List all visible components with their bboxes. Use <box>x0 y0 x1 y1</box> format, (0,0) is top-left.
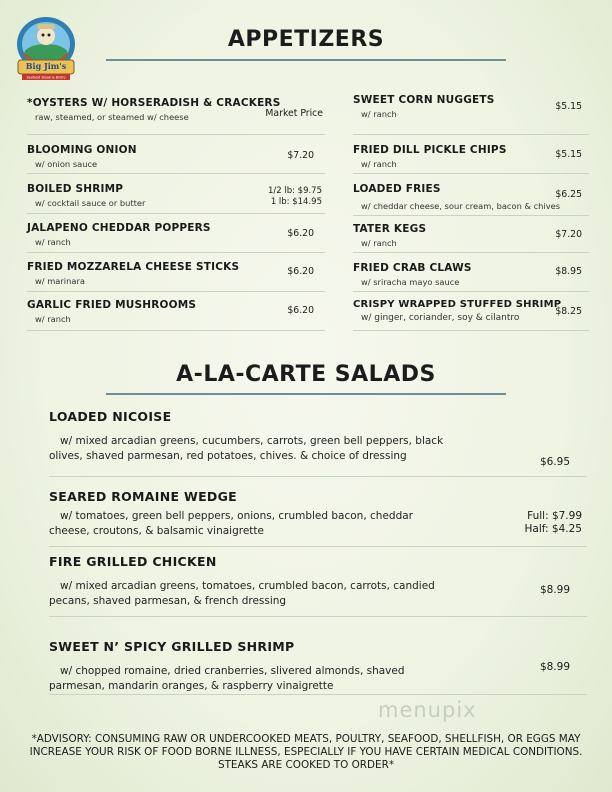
divider <box>353 173 589 174</box>
item-name: LOADED FRIES <box>353 183 441 195</box>
item-desc: w/ cocktail sauce or butter <box>35 198 146 208</box>
appetizer-item <box>27 261 239 286</box>
appetizer-item <box>27 97 280 122</box>
divider <box>27 134 325 135</box>
item-price: $8.25 <box>555 306 582 317</box>
divider <box>49 616 587 617</box>
item-price: $6.20 <box>287 266 314 277</box>
divider <box>353 134 589 135</box>
appetizer-item <box>353 262 472 287</box>
salad-name: SEARED ROMAINE WEDGE <box>49 489 237 504</box>
divider <box>353 330 589 331</box>
item-desc: w/ ginger, coriander, soy & cilantro <box>361 313 520 323</box>
salads-heading: A-LA-CARTE SALADS <box>176 362 436 387</box>
item-name: JALAPENO CHEDDAR POPPERS <box>27 222 211 234</box>
item-price: $6.20 <box>287 305 314 316</box>
salad-price: Full: $7.99 <box>527 510 582 522</box>
divider <box>27 173 325 174</box>
item-price: $6.25 <box>555 189 582 200</box>
appetizer-item <box>353 183 560 211</box>
appetizer-item <box>353 144 507 169</box>
watermark: menupix <box>378 698 477 722</box>
item-desc: w/ ranch <box>361 109 397 119</box>
appetizer-item <box>27 299 196 324</box>
divider <box>49 694 587 695</box>
salad-desc: w/ tomatoes, green bell peppers, onions, crumbled bacon, cheddar cheese, croutons, & balsamic vinaigrette <box>49 510 413 537</box>
divider <box>353 215 589 216</box>
logo-text: Big Jim's <box>25 61 67 71</box>
appetizer-item <box>353 223 426 248</box>
item-name: FRIED DILL PICKLE CHIPS <box>353 144 507 156</box>
logo-subtext: Seafood Steak & Bistro <box>26 75 66 80</box>
appetizers-rule <box>106 59 506 61</box>
item-desc: raw, steamed, or steamed w/ cheese <box>35 112 189 122</box>
appetizers-heading: APPETIZERS <box>227 27 385 52</box>
item-name: FRIED MOZZARELA CHEESE STICKS <box>27 261 240 273</box>
item-name: FRIED CRAB CLAWS <box>353 262 472 274</box>
item-desc: w/ onion sauce <box>35 159 98 169</box>
item-price: $5.15 <box>555 149 582 160</box>
salad-price: $6.95 <box>539 456 570 468</box>
divider <box>27 330 325 331</box>
divider <box>353 291 589 292</box>
item-price: 1/2 lb: $9.75 <box>267 186 322 196</box>
salad-name: FIRE GRILLED CHICKEN <box>49 554 217 569</box>
item-price: $7.20 <box>555 229 582 240</box>
item-name: BLOOMING ONION <box>27 144 137 156</box>
divider <box>27 252 325 253</box>
salad-name: SWEET N’ SPICY GRILLED SHRIMP <box>49 639 295 654</box>
divider <box>49 476 587 477</box>
appetizer-item <box>353 94 495 119</box>
advisory-note: *ADVISORY: CONSUMING RAW OR UNDERCOOKED MEATS, POULTRY, SEAFOOD, SHELLFISH, OR EGGS MAY INCREASE YOUR RISK OF FOOD BORNE ILLNESS, ESPECIALLY IF YOU HAVE CERTAIN MEDICAL CONDITIONS. STEAKS ARE COOKED TO ORDER* <box>29 733 583 771</box>
item-desc: w/ marinara <box>35 276 85 286</box>
salad-name: LOADED NICOISE <box>49 409 172 424</box>
divider <box>49 546 587 547</box>
divider <box>27 213 325 214</box>
salad-desc: w/ mixed arcadian greens, cucumbers, carrots, green bell peppers, black olives, shaved parmesan, red potatoes, chives. & choice of dressing <box>49 435 444 462</box>
salad-desc: w/ mixed arcadian greens, tomatoes, crumbled bacon, carrots, candied pecans, shaved parmesan, & french dressing <box>49 580 435 607</box>
item-desc: w/ ranch <box>35 237 71 247</box>
salad-price: $8.99 <box>539 584 570 596</box>
appetizer-item <box>27 222 211 247</box>
salad-price: Half: $4.25 <box>524 523 582 535</box>
item-desc: w/ cheddar cheese, sour cream, bacon & chives <box>361 201 561 211</box>
salad-price: $8.99 <box>539 661 570 673</box>
appetizer-item <box>353 299 561 323</box>
item-name: BOILED SHRIMP <box>27 183 124 195</box>
item-name: SWEET CORN NUGGETS <box>353 94 495 106</box>
item-price: $7.20 <box>287 150 314 161</box>
item-desc: w/ ranch <box>361 238 397 248</box>
item-price: $8.95 <box>555 266 582 277</box>
item-price: Market Price <box>265 108 323 119</box>
salads-rule <box>106 393 506 395</box>
divider <box>27 291 325 292</box>
item-price: 1 lb: $14.95 <box>270 197 322 207</box>
item-price: $6.20 <box>287 228 314 239</box>
appetizer-item <box>27 183 145 208</box>
item-name: TATER KEGS <box>353 223 427 235</box>
item-desc: w/ ranch <box>361 159 397 169</box>
item-name: GARLIC FRIED MUSHROOMS <box>27 299 197 311</box>
item-desc: w/ sriracha mayo sauce <box>361 277 460 287</box>
item-desc: w/ ranch <box>35 314 71 324</box>
item-name: CRISPY WRAPPED STUFFED SHRIMP <box>353 299 562 310</box>
item-price: $5.15 <box>555 101 582 112</box>
salad-desc: w/ chopped romaine, dried cranberries, slivered almonds, shaved parmesan, mandarin oranges, & raspberry vinaigrette <box>49 665 405 692</box>
appetizer-item <box>27 144 137 169</box>
divider <box>353 252 589 253</box>
item-name: *OYSTERS W/ HORSERADISH & CRACKERS <box>27 97 281 109</box>
